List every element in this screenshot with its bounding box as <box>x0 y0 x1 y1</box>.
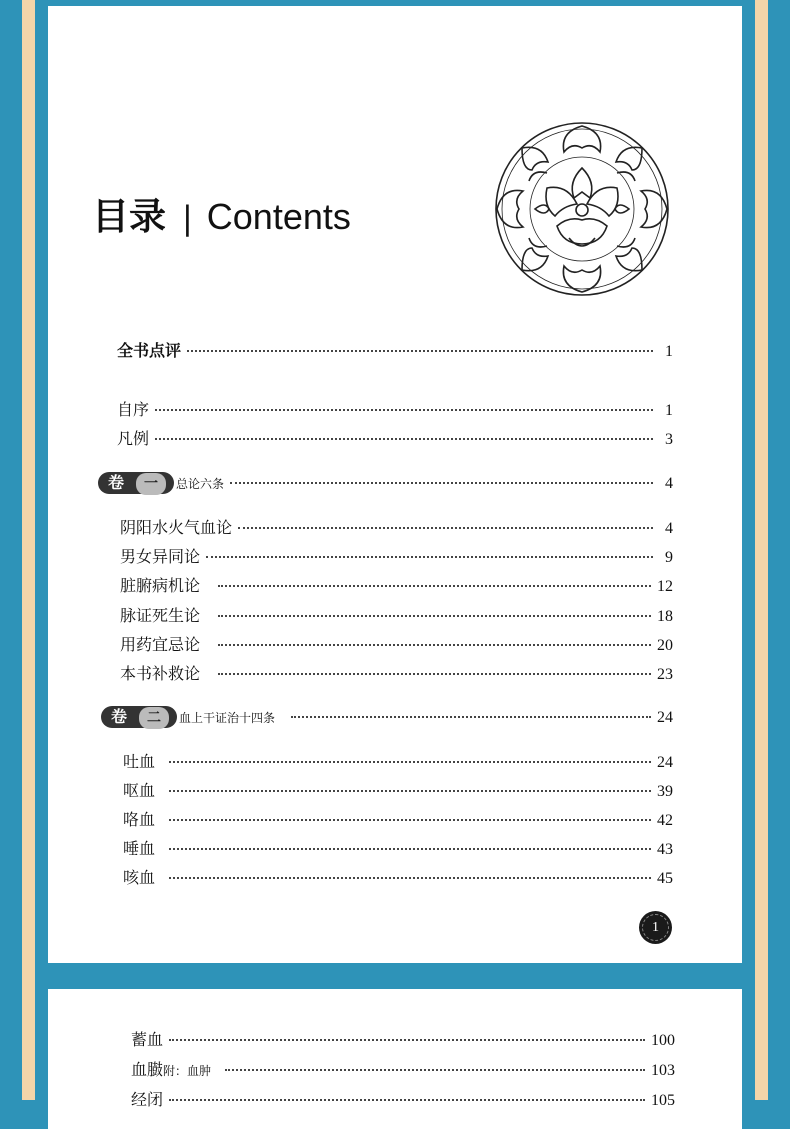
toc-label: 蓄血 <box>131 1030 164 1049</box>
leader-dots <box>169 790 651 792</box>
leader-dots <box>218 615 651 617</box>
toc-entry[interactable] <box>123 836 673 859</box>
toc-page: 23 <box>657 666 673 683</box>
title-cn: 目录 <box>92 195 166 238</box>
toc-entry[interactable] <box>131 1027 675 1050</box>
toc-page: 12 <box>657 578 673 595</box>
toc-entry[interactable] <box>120 544 673 567</box>
title-separator: | <box>182 199 193 237</box>
leader-dots <box>169 819 651 821</box>
toc-volume[interactable] <box>98 472 673 494</box>
toc-entry[interactable] <box>131 1087 675 1110</box>
toc-entry[interactable] <box>120 661 673 684</box>
toc-page: 18 <box>657 608 673 625</box>
title-en: Contents <box>206 196 351 237</box>
toc-label: 脏腑病机论 <box>120 576 201 595</box>
toc-page: 43 <box>657 841 673 858</box>
toc-label: 经闭 <box>131 1090 164 1109</box>
volume-badge: 卷 一 <box>98 472 174 494</box>
toc-page: 39 <box>657 783 673 800</box>
toc-page: 100 <box>651 1032 675 1049</box>
toc-label: 阴阳水火气血论 <box>120 518 233 537</box>
toc-entry[interactable] <box>123 807 673 830</box>
toc-entry[interactable] <box>123 749 673 772</box>
toc-page: 24 <box>657 709 673 726</box>
volume-badge: 卷 二 <box>101 706 177 728</box>
leader-dots <box>218 644 651 646</box>
toc-entry[interactable] <box>117 426 673 449</box>
page-number-badge: 1 <box>639 911 672 944</box>
toc-entry[interactable] <box>117 338 673 361</box>
toc-label: 用药宜忌论 <box>120 635 201 654</box>
toc-label: 吐血 <box>123 752 156 771</box>
toc-page: 4 <box>665 520 673 537</box>
toc-label: 凡例 <box>117 429 150 448</box>
toc-entry[interactable] <box>131 1057 675 1080</box>
leader-dots <box>169 1099 645 1101</box>
toc-entry[interactable] <box>120 573 673 596</box>
toc-sublabel: 附：血肿 <box>163 1064 212 1078</box>
toc-page: 103 <box>651 1062 675 1079</box>
page-title <box>92 186 351 240</box>
toc-label: 自序 <box>117 400 150 419</box>
leader-dots <box>169 877 651 879</box>
toc-entry[interactable] <box>123 778 673 801</box>
leader-dots <box>230 482 653 484</box>
toc-label: 男女异同论 <box>120 547 201 566</box>
leader-dots <box>169 761 651 763</box>
toc-page: 1 <box>665 402 673 419</box>
toc-page: 105 <box>651 1092 675 1109</box>
toc-label: 唾血 <box>123 839 156 858</box>
toc-label: 血上干证治十四条 <box>179 711 276 725</box>
lotus-medallion-icon <box>487 118 677 300</box>
toc-label: 全书点评 <box>117 341 182 360</box>
leader-dots <box>218 673 651 675</box>
leader-dots <box>187 350 653 352</box>
leader-dots <box>169 848 651 850</box>
leader-dots <box>225 1069 645 1071</box>
toc-label: 总论六条 <box>176 477 225 491</box>
toc-entry[interactable] <box>120 603 673 626</box>
toc-label: 本书补救论 <box>120 664 201 683</box>
toc-label: 脉证死生论 <box>120 606 201 625</box>
toc-page: 20 <box>657 637 673 654</box>
toc-entry[interactable] <box>117 397 673 420</box>
toc-page: 45 <box>657 870 673 887</box>
leader-dots <box>155 438 653 440</box>
leader-dots <box>238 527 653 529</box>
leader-dots <box>155 409 653 411</box>
leader-dots <box>206 556 653 558</box>
leader-dots <box>169 1039 645 1041</box>
toc-page: 24 <box>657 754 673 771</box>
toc-label: 血臌 <box>131 1060 164 1079</box>
toc-page: 42 <box>657 812 673 829</box>
toc-label: 咯血 <box>123 810 156 829</box>
leader-dots <box>291 716 651 718</box>
toc-page: 4 <box>665 475 673 492</box>
leader-dots <box>218 585 651 587</box>
toc-volume[interactable] <box>101 706 673 728</box>
toc-page: 1 <box>665 343 673 360</box>
toc-entry[interactable] <box>120 632 673 655</box>
toc-label: 呕血 <box>123 781 156 800</box>
toc-page: 9 <box>665 549 673 566</box>
toc-label: 咳血 <box>123 868 156 887</box>
toc-page: 3 <box>665 431 673 448</box>
toc-entry[interactable] <box>123 865 673 888</box>
toc-entry[interactable] <box>120 515 673 538</box>
